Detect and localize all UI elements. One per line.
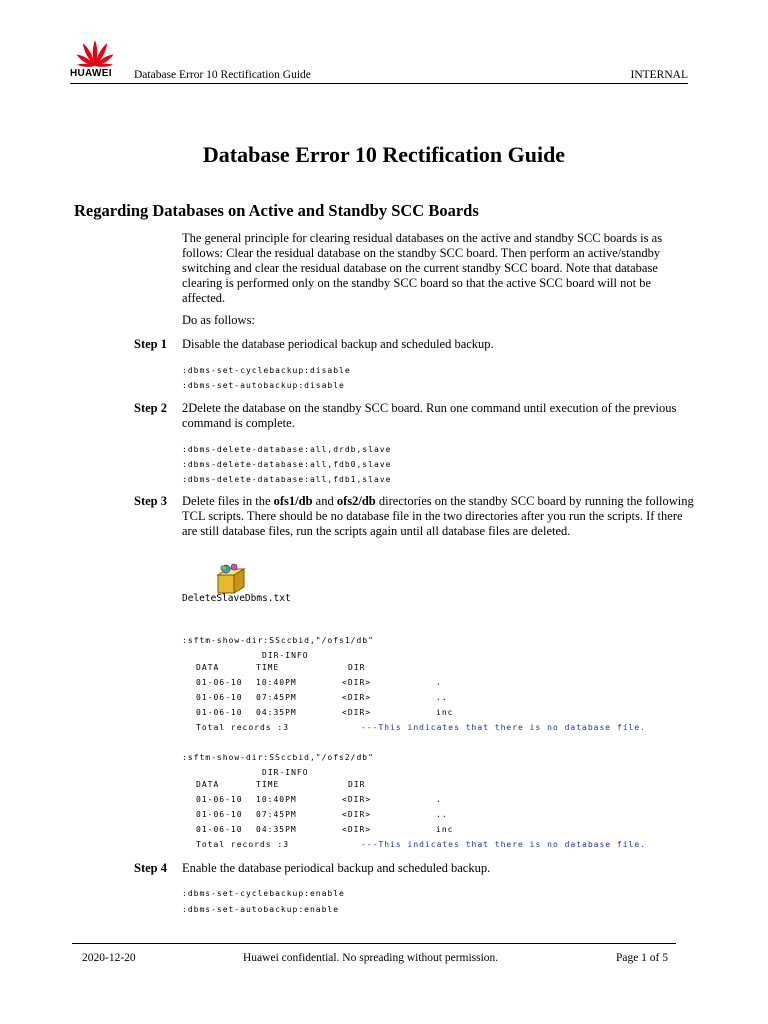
listing-command: :sftm-show-dir:SSccbid,"/ofs2/db" — [182, 753, 374, 762]
step-label: Step 2 — [134, 401, 167, 415]
row-time: 07:45PM — [256, 693, 297, 702]
directory-name: ofs1/db — [273, 494, 313, 508]
column-header: DIR — [348, 780, 366, 789]
command-line: :dbms-delete-database:all,drdb,slave — [182, 445, 392, 454]
footer-confidential: Huawei confidential. No spreading without permission. — [243, 952, 499, 964]
command-line: :dbms-set-cyclebackup:disable — [182, 366, 351, 375]
row-dir: <DIR> — [342, 678, 372, 687]
listing-heading: DIR-INFO — [262, 768, 309, 777]
directory-name: ofs2/db — [336, 494, 376, 508]
step-text-part: Delete files in the — [182, 494, 274, 508]
row-time: 04:35PM — [256, 708, 297, 717]
step-label: Step 1 — [134, 337, 167, 351]
row-name: . — [436, 795, 442, 804]
listing-command: :sftm-show-dir:SSccbid,"/ofs1/db" — [182, 636, 374, 645]
listing-note: ---This indicates that there is no database file. — [361, 840, 647, 849]
command-line: :dbms-set-cyclebackup:enable — [182, 889, 345, 898]
command-line: :dbms-set-autobackup:disable — [182, 381, 345, 390]
row-name: . — [436, 678, 442, 687]
package-file-icon[interactable] — [214, 563, 248, 595]
row-date: 01-06-10 — [196, 825, 243, 834]
footer-divider — [72, 943, 676, 944]
step-text: Disable the database periodical backup and scheduled backup. — [182, 337, 494, 351]
column-header: DIR — [348, 663, 366, 672]
row-name: .. — [436, 693, 448, 702]
row-dir: <DIR> — [342, 825, 372, 834]
column-header: TIME — [256, 780, 280, 789]
column-header: TIME — [256, 663, 280, 672]
header-doc-title: Database Error 10 Rectification Guide — [134, 69, 311, 81]
row-time: 07:45PM — [256, 810, 297, 819]
row-dir: <DIR> — [342, 693, 372, 702]
brand-name: HUAWEI — [70, 68, 112, 79]
row-date: 01-06-10 — [196, 795, 243, 804]
row-name: inc — [436, 825, 454, 834]
command-line: :dbms-set-autobackup:enable — [182, 905, 340, 914]
total-records: Total records :3 — [196, 723, 290, 732]
column-header: DATA — [196, 780, 220, 789]
attachment-filename[interactable]: DeleteSlaveDbms.txt — [182, 593, 291, 604]
step-text-part: directories on the standby SCC board by running the following TCL scripts. There should be no database file in the two directories after you run the scripts. If there are still database files, run the scripts again until all database files are deleted. — [182, 494, 694, 538]
footer-page-number: Page 1 of 5 — [615, 952, 668, 964]
header-classification: INTERNAL — [630, 69, 688, 81]
section-title: Regarding Databases on Active and Standby SCC Boards — [74, 201, 479, 220]
step-text-part: and — [312, 494, 337, 508]
document-title: Database Error 10 Rectification Guide — [202, 142, 566, 167]
row-dir: <DIR> — [342, 795, 372, 804]
intro-paragraph: The general principle for clearing residual databases on the active and standby SCC boards is as follows: Clear the residual database on the standby SCC board. Then perform an active/standby switching and clear the residual database on the current standby SCC board. Note that database clearing is performed only on the standby SCC board so that the active SCC board will not be affected. — [182, 231, 663, 305]
total-records: Total records :3 — [196, 840, 290, 849]
step-text: 2Delete the database on the standby SCC board. Run one command until execution of the previous command is complete. — [182, 401, 677, 430]
footer-date: 2020-12-20 — [82, 952, 136, 964]
row-time: 04:35PM — [256, 825, 297, 834]
command-line: :dbms-delete-database:all,fdb0,slave — [182, 460, 392, 469]
row-date: 01-06-10 — [196, 810, 243, 819]
row-name: .. — [436, 810, 448, 819]
do-as-follows: Do as follows: — [182, 313, 255, 327]
row-date: 01-06-10 — [196, 708, 243, 717]
step-text: Enable the database periodical backup and scheduled backup. — [182, 861, 491, 875]
step-label: Step 3 — [134, 494, 167, 508]
listing-note: ---This indicates that there is no database file. — [361, 723, 647, 732]
step-label: Step 4 — [134, 861, 167, 875]
header-divider — [70, 83, 688, 84]
row-dir: <DIR> — [342, 708, 372, 717]
listing-heading: DIR-INFO — [262, 651, 309, 660]
row-dir: <DIR> — [342, 810, 372, 819]
row-date: 01-06-10 — [196, 693, 243, 702]
row-time: 10:40PM — [256, 795, 297, 804]
row-time: 10:40PM — [256, 678, 297, 687]
row-name: inc — [436, 708, 454, 717]
command-line: :dbms-delete-database:all,fdb1,slave — [182, 475, 392, 484]
row-date: 01-06-10 — [196, 678, 243, 687]
step-text — [182, 494, 694, 539]
column-header: DATA — [196, 663, 220, 672]
